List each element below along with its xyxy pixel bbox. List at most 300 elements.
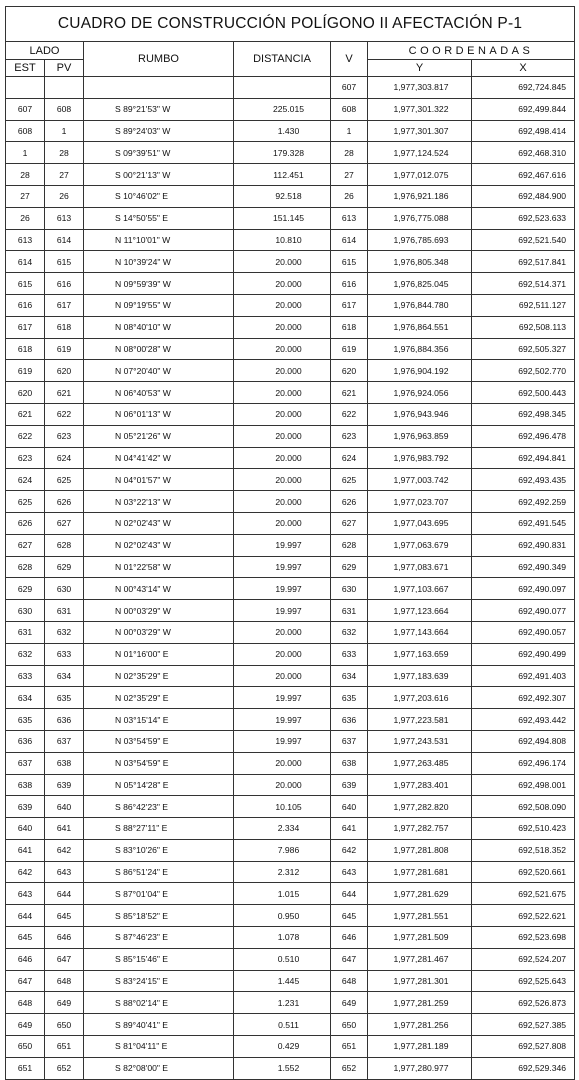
cell-rumbo: S 83°10'26" E xyxy=(84,839,234,861)
cell-y: 1,977,301.307 xyxy=(368,120,472,142)
table-row xyxy=(6,273,575,295)
cell-distancia: 20.000 xyxy=(234,338,331,360)
cell-rumbo: N 09°59'39" W xyxy=(84,273,234,295)
cell-pv: 649 xyxy=(45,992,84,1014)
table-row xyxy=(6,796,575,818)
cell-y: 1,976,825.045 xyxy=(368,273,472,295)
cell-rumbo: N 06°01'13" W xyxy=(84,403,234,425)
cell-x: 692,521.540 xyxy=(472,229,575,251)
cell-distancia: 20.000 xyxy=(234,643,331,665)
cell-x: 692,517.841 xyxy=(472,251,575,273)
cell-x: 692,491.545 xyxy=(472,512,575,534)
cell-y: 1,977,281.808 xyxy=(368,839,472,861)
cell-distancia: 20.000 xyxy=(234,447,331,469)
cell-pv: 644 xyxy=(45,883,84,905)
table-row xyxy=(6,251,575,273)
cell-pv: 632 xyxy=(45,621,84,643)
cell-y: 1,977,281.629 xyxy=(368,883,472,905)
cell-est: 633 xyxy=(6,665,45,687)
table-row xyxy=(6,578,575,600)
cell-v: 636 xyxy=(331,709,368,731)
table-row xyxy=(6,883,575,905)
cell-est: 630 xyxy=(6,600,45,622)
cell-distancia: 0.510 xyxy=(234,948,331,970)
cell-distancia: 20.000 xyxy=(234,774,331,796)
cell-v: 647 xyxy=(331,948,368,970)
cell-est: 608 xyxy=(6,120,45,142)
cell-distancia: 19.997 xyxy=(234,687,331,709)
cell-v: 634 xyxy=(331,665,368,687)
cell-rumbo: N 01°22'58" W xyxy=(84,556,234,578)
table-row xyxy=(6,556,575,578)
cell-v: 643 xyxy=(331,861,368,883)
cell-x: 692,514.371 xyxy=(472,273,575,295)
cell-x: 692,490.349 xyxy=(472,556,575,578)
cell-rumbo: S 00°21'13" W xyxy=(84,164,234,186)
cell-y: 1,977,203.616 xyxy=(368,687,472,709)
table-title: CUADRO DE CONSTRUCCIÓN POLÍGONO II AFECTACIÓN P-1 xyxy=(6,7,575,42)
cell-rumbo: N 02°35'29" E xyxy=(84,665,234,687)
cell-x: 692,493.435 xyxy=(472,469,575,491)
table-row xyxy=(6,1036,575,1058)
cell-y: 1,977,163.659 xyxy=(368,643,472,665)
cell-y: 1,977,281.551 xyxy=(368,905,472,927)
cell-est: 27 xyxy=(6,185,45,207)
cell-pv xyxy=(45,77,84,99)
cell-est: 634 xyxy=(6,687,45,709)
cell-est: 627 xyxy=(6,534,45,556)
cell-rumbo: N 00°03'29" W xyxy=(84,600,234,622)
cell-pv: 28 xyxy=(45,142,84,164)
cell-v: 621 xyxy=(331,382,368,404)
cell-est: 637 xyxy=(6,752,45,774)
cell-pv: 1 xyxy=(45,120,84,142)
cell-v: 633 xyxy=(331,643,368,665)
cell-rumbo: N 11°10'01" W xyxy=(84,229,234,251)
table-row xyxy=(6,425,575,447)
header-coordenadas: COORDENADAS xyxy=(368,42,575,60)
cell-pv: 27 xyxy=(45,164,84,186)
table-row xyxy=(6,142,575,164)
cell-rumbo: N 10°39'24" W xyxy=(84,251,234,273)
cell-y: 1,977,281.259 xyxy=(368,992,472,1014)
cell-pv: 617 xyxy=(45,294,84,316)
cell-est: 635 xyxy=(6,709,45,731)
cell-distancia: 20.000 xyxy=(234,294,331,316)
table-row xyxy=(6,839,575,861)
cell-v: 632 xyxy=(331,621,368,643)
cell-est: 647 xyxy=(6,970,45,992)
cell-v: 652 xyxy=(331,1057,368,1079)
cell-est: 645 xyxy=(6,927,45,949)
cell-v: 613 xyxy=(331,207,368,229)
cell-y: 1,976,921.186 xyxy=(368,185,472,207)
cell-est: 617 xyxy=(6,316,45,338)
cell-pv: 652 xyxy=(45,1057,84,1079)
cell-pv: 621 xyxy=(45,382,84,404)
cell-v: 640 xyxy=(331,796,368,818)
cell-v: 628 xyxy=(331,534,368,556)
cell-est: 631 xyxy=(6,621,45,643)
cell-rumbo: N 08°40'10" W xyxy=(84,316,234,338)
cell-distancia: 19.997 xyxy=(234,600,331,622)
cell-rumbo: S 89°24'03" W xyxy=(84,120,234,142)
cell-v: 608 xyxy=(331,98,368,120)
cell-pv: 646 xyxy=(45,927,84,949)
cell-x: 692,502.770 xyxy=(472,360,575,382)
cell-x: 692,467.616 xyxy=(472,164,575,186)
cell-pv: 629 xyxy=(45,556,84,578)
table-row xyxy=(6,185,575,207)
cell-y: 1,977,281.467 xyxy=(368,948,472,970)
cell-est: 651 xyxy=(6,1057,45,1079)
cell-est: 641 xyxy=(6,839,45,861)
cell-x: 692,511.127 xyxy=(472,294,575,316)
cell-est xyxy=(6,77,45,99)
cell-y: 1,976,904.192 xyxy=(368,360,472,382)
table-row xyxy=(6,164,575,186)
table-row xyxy=(6,861,575,883)
cell-est: 626 xyxy=(6,512,45,534)
table-row xyxy=(6,382,575,404)
cell-pv: 625 xyxy=(45,469,84,491)
cell-distancia: 20.000 xyxy=(234,512,331,534)
cell-y: 1,976,963.859 xyxy=(368,425,472,447)
cell-rumbo: N 01°16'00" E xyxy=(84,643,234,665)
cell-v: 627 xyxy=(331,512,368,534)
cell-rumbo: N 00°43'14" W xyxy=(84,578,234,600)
cell-distancia: 19.997 xyxy=(234,730,331,752)
cell-v: 638 xyxy=(331,752,368,774)
cell-distancia: 20.000 xyxy=(234,273,331,295)
cell-x: 692,527.808 xyxy=(472,1036,575,1058)
cell-distancia: 92.518 xyxy=(234,185,331,207)
cell-distancia: 1.015 xyxy=(234,883,331,905)
cell-pv: 642 xyxy=(45,839,84,861)
cell-v: 26 xyxy=(331,185,368,207)
cell-x: 692,523.698 xyxy=(472,927,575,949)
cell-distancia: 19.997 xyxy=(234,709,331,731)
cell-y: 1,977,263.485 xyxy=(368,752,472,774)
cell-distancia: 19.997 xyxy=(234,556,331,578)
cell-x: 692,526.873 xyxy=(472,992,575,1014)
table-row xyxy=(6,403,575,425)
cell-y: 1,977,124.524 xyxy=(368,142,472,164)
cell-est: 607 xyxy=(6,98,45,120)
cell-rumbo: S 88°27'11" E xyxy=(84,818,234,840)
cell-v: 629 xyxy=(331,556,368,578)
table-row xyxy=(6,687,575,709)
cell-pv: 641 xyxy=(45,818,84,840)
cell-x: 692,493.442 xyxy=(472,709,575,731)
cell-distancia: 7.986 xyxy=(234,839,331,861)
table-row xyxy=(6,469,575,491)
cell-v: 616 xyxy=(331,273,368,295)
cell-x: 692,518.352 xyxy=(472,839,575,861)
table-row xyxy=(6,905,575,927)
cell-pv: 639 xyxy=(45,774,84,796)
cell-rumbo: N 03°22'13" W xyxy=(84,491,234,513)
cell-x: 692,468.310 xyxy=(472,142,575,164)
cell-x: 692,498.001 xyxy=(472,774,575,796)
cell-x: 692,490.831 xyxy=(472,534,575,556)
table-row xyxy=(6,447,575,469)
cell-distancia: 2.334 xyxy=(234,818,331,840)
table-row xyxy=(6,316,575,338)
cell-pv: 614 xyxy=(45,229,84,251)
cell-rumbo: S 85°15'46" E xyxy=(84,948,234,970)
cell-distancia: 0.950 xyxy=(234,905,331,927)
header-lado: LADO xyxy=(6,42,84,60)
table-row xyxy=(6,643,575,665)
cell-rumbo: N 02°02'43" W xyxy=(84,512,234,534)
cell-rumbo: N 08°00'28" W xyxy=(84,338,234,360)
cell-rumbo: S 82°08'00" E xyxy=(84,1057,234,1079)
cell-est: 629 xyxy=(6,578,45,600)
cell-rumbo: S 89°21'53" W xyxy=(84,98,234,120)
cell-y: 1,976,775.088 xyxy=(368,207,472,229)
cell-pv: 623 xyxy=(45,425,84,447)
cell-est: 622 xyxy=(6,425,45,447)
cell-y: 1,976,844.780 xyxy=(368,294,472,316)
cell-est: 624 xyxy=(6,469,45,491)
cell-rumbo xyxy=(84,77,234,99)
cell-x: 692,505.327 xyxy=(472,338,575,360)
cell-pv: 619 xyxy=(45,338,84,360)
cell-x: 692,498.414 xyxy=(472,120,575,142)
cell-distancia: 20.000 xyxy=(234,469,331,491)
cell-est: 1 xyxy=(6,142,45,164)
cell-est: 625 xyxy=(6,491,45,513)
table-row xyxy=(6,818,575,840)
cell-distancia: 20.000 xyxy=(234,491,331,513)
table-row xyxy=(6,992,575,1014)
cell-pv: 622 xyxy=(45,403,84,425)
cell-v: 630 xyxy=(331,578,368,600)
cell-distancia: 179.328 xyxy=(234,142,331,164)
cell-x: 692,523.633 xyxy=(472,207,575,229)
table-row xyxy=(6,294,575,316)
cell-est: 640 xyxy=(6,818,45,840)
cell-x: 692,499.844 xyxy=(472,98,575,120)
cell-v: 637 xyxy=(331,730,368,752)
cell-rumbo: N 05°14'28" E xyxy=(84,774,234,796)
cell-v: 615 xyxy=(331,251,368,273)
cell-distancia: 0.429 xyxy=(234,1036,331,1058)
cell-y: 1,977,281.301 xyxy=(368,970,472,992)
cell-distancia: 20.000 xyxy=(234,425,331,447)
cell-pv: 620 xyxy=(45,360,84,382)
cell-x: 692,525.643 xyxy=(472,970,575,992)
cell-y: 1,977,183.639 xyxy=(368,665,472,687)
cell-y: 1,976,884.356 xyxy=(368,338,472,360)
cell-pv: 608 xyxy=(45,98,84,120)
cell-distancia: 19.997 xyxy=(234,534,331,556)
cell-distancia: 20.000 xyxy=(234,316,331,338)
cell-v: 648 xyxy=(331,970,368,992)
cell-distancia: 112.451 xyxy=(234,164,331,186)
cell-y: 1,976,983.792 xyxy=(368,447,472,469)
cell-distancia: 20.000 xyxy=(234,752,331,774)
cell-x: 692,508.090 xyxy=(472,796,575,818)
table-row xyxy=(6,120,575,142)
cell-x: 692,724.845 xyxy=(472,77,575,99)
cell-est: 615 xyxy=(6,273,45,295)
cell-x: 692,491.403 xyxy=(472,665,575,687)
cell-pv: 613 xyxy=(45,207,84,229)
table-row xyxy=(6,491,575,513)
cell-y: 1,977,282.757 xyxy=(368,818,472,840)
cell-est: 646 xyxy=(6,948,45,970)
cell-y: 1,977,103.667 xyxy=(368,578,472,600)
cell-y: 1,977,281.189 xyxy=(368,1036,472,1058)
table-row xyxy=(6,665,575,687)
table-row xyxy=(6,774,575,796)
table-row xyxy=(6,709,575,731)
cell-v: 639 xyxy=(331,774,368,796)
cell-rumbo: N 07°20'40" W xyxy=(84,360,234,382)
cell-est: 632 xyxy=(6,643,45,665)
cell-v: 624 xyxy=(331,447,368,469)
header-rumbo: RUMBO xyxy=(84,42,234,77)
cell-rumbo: N 02°35'29" E xyxy=(84,687,234,709)
cell-rumbo: N 03°54'59" E xyxy=(84,730,234,752)
cell-v: 649 xyxy=(331,992,368,1014)
cell-distancia: 20.000 xyxy=(234,382,331,404)
construction-table xyxy=(5,6,575,1080)
cell-rumbo: N 03°15'14" E xyxy=(84,709,234,731)
cell-v: 27 xyxy=(331,164,368,186)
table-row xyxy=(6,512,575,534)
cell-distancia: 0.511 xyxy=(234,1014,331,1036)
table-row xyxy=(6,207,575,229)
cell-rumbo: S 89°40'41" E xyxy=(84,1014,234,1036)
header-est: EST xyxy=(6,60,45,77)
cell-est: 618 xyxy=(6,338,45,360)
cell-y: 1,976,864.551 xyxy=(368,316,472,338)
cell-y: 1,977,243.531 xyxy=(368,730,472,752)
cell-rumbo: S 14°50'55" E xyxy=(84,207,234,229)
cell-est: 643 xyxy=(6,883,45,905)
cell-distancia: 10.810 xyxy=(234,229,331,251)
cell-est: 26 xyxy=(6,207,45,229)
cell-rumbo: S 88°02'14" E xyxy=(84,992,234,1014)
cell-y: 1,976,785.693 xyxy=(368,229,472,251)
cell-x: 692,494.841 xyxy=(472,447,575,469)
cell-distancia: 151.145 xyxy=(234,207,331,229)
cell-v: 651 xyxy=(331,1036,368,1058)
cell-distancia: 20.000 xyxy=(234,665,331,687)
table-body xyxy=(6,77,575,1080)
cell-x: 692,484.900 xyxy=(472,185,575,207)
cell-v: 622 xyxy=(331,403,368,425)
table-row xyxy=(6,752,575,774)
header-distancia: DISTANCIA xyxy=(234,42,331,77)
cell-v: 614 xyxy=(331,229,368,251)
cell-pv: 634 xyxy=(45,665,84,687)
cell-pv: 643 xyxy=(45,861,84,883)
cell-x: 692,492.259 xyxy=(472,491,575,513)
cell-est: 613 xyxy=(6,229,45,251)
table-row xyxy=(6,927,575,949)
cell-x: 692,508.113 xyxy=(472,316,575,338)
cell-rumbo: N 00°03'29" W xyxy=(84,621,234,643)
cell-y: 1,977,282.820 xyxy=(368,796,472,818)
cell-v: 626 xyxy=(331,491,368,513)
cell-pv: 626 xyxy=(45,491,84,513)
cell-est: 623 xyxy=(6,447,45,469)
cell-x: 692,490.097 xyxy=(472,578,575,600)
cell-est: 619 xyxy=(6,360,45,382)
cell-x: 692,494.808 xyxy=(472,730,575,752)
cell-x: 692,521.675 xyxy=(472,883,575,905)
cell-distancia: 20.000 xyxy=(234,621,331,643)
cell-distancia: 10.105 xyxy=(234,796,331,818)
cell-est: 650 xyxy=(6,1036,45,1058)
cell-pv: 627 xyxy=(45,512,84,534)
cell-y: 1,977,303.817 xyxy=(368,77,472,99)
cell-v: 607 xyxy=(331,77,368,99)
cell-distancia: 1.445 xyxy=(234,970,331,992)
cell-rumbo: N 03°54'59" E xyxy=(84,752,234,774)
cell-rumbo: S 87°01'04" E xyxy=(84,883,234,905)
cell-y: 1,977,301.322 xyxy=(368,98,472,120)
cell-est: 621 xyxy=(6,403,45,425)
cell-pv: 648 xyxy=(45,970,84,992)
cell-distancia: 20.000 xyxy=(234,360,331,382)
cell-est: 639 xyxy=(6,796,45,818)
table-row xyxy=(6,1014,575,1036)
cell-v: 644 xyxy=(331,883,368,905)
cell-rumbo: S 83°24'15" E xyxy=(84,970,234,992)
table-row xyxy=(6,360,575,382)
cell-y: 1,977,123.664 xyxy=(368,600,472,622)
cell-v: 650 xyxy=(331,1014,368,1036)
cell-x: 692,524.207 xyxy=(472,948,575,970)
cell-v: 617 xyxy=(331,294,368,316)
header-v: V xyxy=(331,42,368,77)
cell-x: 692,529.346 xyxy=(472,1057,575,1079)
cell-rumbo: S 81°04'11" E xyxy=(84,1036,234,1058)
cell-pv: 630 xyxy=(45,578,84,600)
cell-rumbo: S 10°46'02" E xyxy=(84,185,234,207)
cell-y: 1,977,223.581 xyxy=(368,709,472,731)
cell-rumbo: N 06°40'53" W xyxy=(84,382,234,404)
cell-x: 692,490.057 xyxy=(472,621,575,643)
cell-v: 619 xyxy=(331,338,368,360)
cell-rumbo: S 86°51'24" E xyxy=(84,861,234,883)
cell-x: 692,490.077 xyxy=(472,600,575,622)
cell-pv: 647 xyxy=(45,948,84,970)
cell-rumbo: S 86°42'23" E xyxy=(84,796,234,818)
cell-y: 1,977,023.707 xyxy=(368,491,472,513)
cell-distancia: 225.015 xyxy=(234,98,331,120)
cell-v: 618 xyxy=(331,316,368,338)
cell-est: 614 xyxy=(6,251,45,273)
cell-est: 620 xyxy=(6,382,45,404)
cell-v: 645 xyxy=(331,905,368,927)
cell-distancia: 1.430 xyxy=(234,120,331,142)
table-row xyxy=(6,948,575,970)
table-row xyxy=(6,229,575,251)
header-y: Y xyxy=(368,60,472,77)
cell-pv: 26 xyxy=(45,185,84,207)
cell-x: 692,496.174 xyxy=(472,752,575,774)
cell-x: 692,527.385 xyxy=(472,1014,575,1036)
cell-y: 1,977,003.742 xyxy=(368,469,472,491)
cell-y: 1,977,143.664 xyxy=(368,621,472,643)
cell-pv: 633 xyxy=(45,643,84,665)
